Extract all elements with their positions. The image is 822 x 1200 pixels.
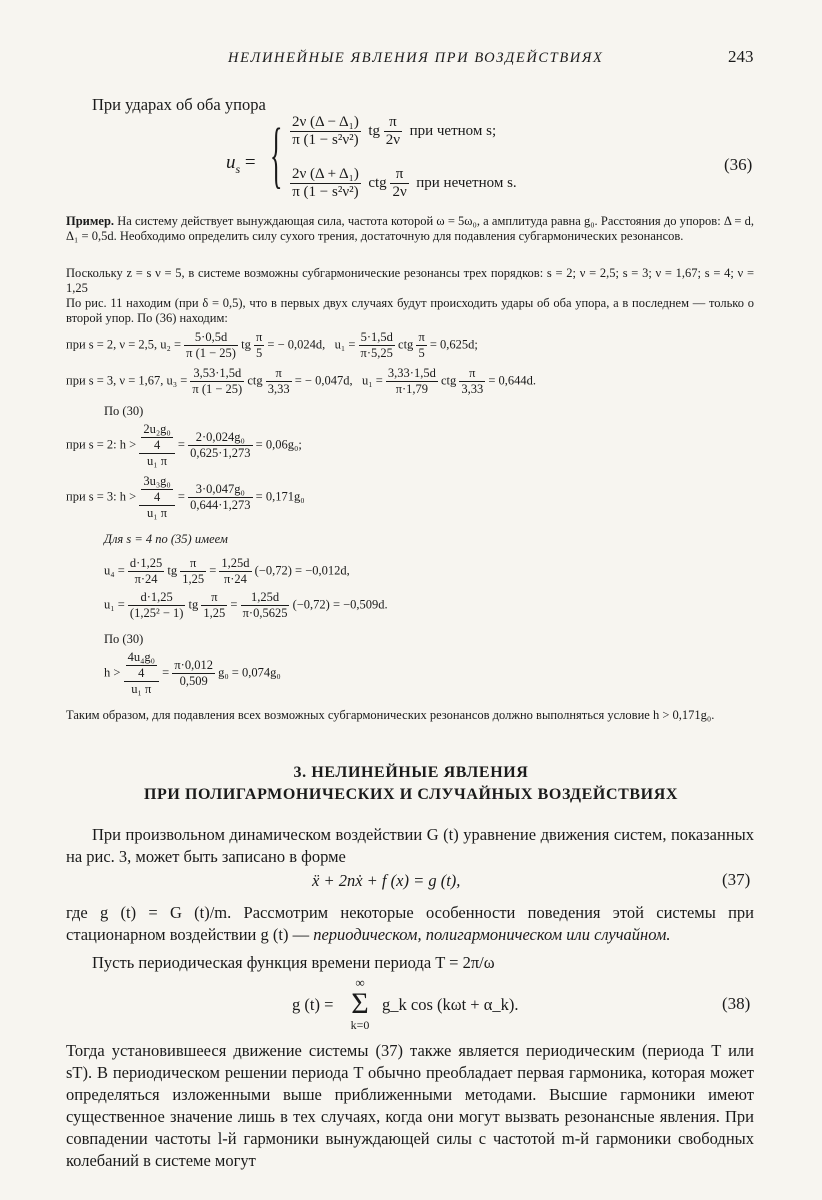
example-p1: Пример. На систему действует вынуждающая сила, частота которой ω = 5ω₀, а амплитуда равна g₀. Расстояния до упоров: Δ = d, Δ₁ = 0,5d. Необходимо определить силу сухого трения, достаточную для подавления субгармонических резонансов.	[66, 214, 754, 243]
eq36-number: (36)	[724, 155, 753, 174]
section-heading-1: 3. НЕЛИНЕЙНЫЕ ЯВЛЕНИЯ	[293, 764, 529, 781]
example-p2: Поскольку z = s ν = 5, в системе возможны субгармонические резонансы трех порядков: s = 2; ν = 2,5; s = 3; ν = 1,67; s = 4; ν = 1,25	[66, 266, 754, 295]
conclusion: Таким образом, для подавления всех возможных субгармонических резонансов должно выполняться условие h > 0,171g₀.	[66, 708, 715, 722]
body-p3: Пусть периодическая функция времени периода T = 2π/ω	[92, 953, 495, 972]
body-p1: При произвольном динамическом воздействии G (t) уравнение движения систем, показанных на рис. 3, может быть записано в форме	[66, 825, 754, 866]
body-p2: где g (t) = G (t)/m. Рассмотрим некоторые особенности поведения этой системы при стационарном воздействии g (t) — периодическом, полигармоническом или случайном.	[66, 903, 754, 944]
running-header: НЕЛИНЕЙНЫЕ ЯВЛЕНИЯ ПРИ ВОЗДЕЙСТВИЯХ	[228, 50, 604, 66]
eq38-sum: ∞ Σ k=0	[350, 975, 370, 1032]
u4-line: u₄ = $\frac{d\cdot 1,25}{\pi\cdot 24}$ tg $\frac{\pi}{1,25}$ = $\frac{1,25d}{\pi\cdot 24}$ (−0,72) = −0,012d,	[104, 556, 350, 586]
h-s4: h > $\frac{\frac{\text{4u₄g₀}}{4}}{\text{u₁ π}}$ = $\frac{\pi\cdot 0,012}{0,509}$ g₀ = 0,074g₀	[104, 650, 281, 696]
eq38-number: (38)	[722, 994, 751, 1013]
row-s2: при s = 2, ν = 2,5, u₂ = $\frac{5\cdot 0,5d}{\pi (1 - 25)}$ tg $\frac{\pi}{5}$ = − 0,024d, u₁ = $\frac{5\cdot 1,5d}{\pi\cdot 5,25}$ ctg $\frac{\pi}{5}$ = 0,625d;	[66, 330, 478, 360]
eq38-lhs: g (t) =	[292, 995, 334, 1014]
eq36-row2: $\frac{\text{2ν (Δ + Δ₁)}}{\text{π (1 − s²ν²)}}$ ctg $\frac{\pi}{2\nu}$ при нечетном s.	[292, 166, 517, 200]
eq37-number: (37)	[722, 870, 751, 889]
eq36-lhs: $u_s$ =	[226, 152, 256, 176]
body-p4: Тогда установившееся движение системы (37) также является периодическим (периода T или sT). В периодическом решении периода T обычно преобладает первая гармоника, которая может определяться изложенными выше приближенными методами. Высшие гармоники имеют существенное значение лишь в тех случаях, когда они могут вызвать резонансные явления. При совпадении частоты l-й гармоники вынуждающей силы с частотой m-й гармоники свободных колебаний в системе могут	[66, 1041, 754, 1170]
eq36-brace: {	[270, 114, 283, 196]
intro-line: При ударах об оба упора	[92, 95, 266, 114]
s4-intro: Для s = 4 по (35) имеем	[104, 532, 228, 546]
u1-line: u₁ = $\frac{d\cdot 1,25}{\text{(1,25² − 1)}}$ tg $\frac{\pi}{1,25}$ = $\frac{1,25d}{\pi\cdot 0,5625}$ (−0,72) = −0,509d.	[104, 590, 388, 620]
eq38-rhs: g_k cos (kωt + α_k).	[382, 995, 519, 1014]
h-s2: при s = 2: h > $\frac{\frac{\text{2u₂g₀}}{4}}{\text{u₁ π}}$ = $\frac{\text{2·0,024g₀}}{0,625\cdot 1,273}$ = 0,06g₀;	[66, 422, 302, 468]
example-p3: По рис. 11 находим (при δ = 0,5), что в первых двух случаях будут происходить удары об оба упора, а в последнем — только о второй упор. По (36) находим:	[66, 296, 754, 325]
po30-a: По (30)	[104, 404, 144, 418]
row-s3: при s = 3, ν = 1,67, u₃ = $\frac{3,53\cdot 1,5d}{\pi (1 - 25)}$ ctg $\frac{\pi}{3,33}$ = − 0,047d, u₁ = $\frac{3,33\cdot 1,5d}{\pi\cdot 1,79}$ ctg $\frac{\pi}{3,33}$ = 0,644d.	[66, 366, 537, 396]
eq36-row1: $\frac{\text{2ν (Δ − Δ₁)}}{\text{π (1 − s²ν²)}}$ tg $\frac{\pi}{2\nu}$ при четном s;	[292, 114, 497, 148]
h-s3: при s = 3: h > $\frac{\frac{\text{3u₃g₀}}{4}}{\text{u₁ π}}$ = $\frac{\text{3·0,047g₀}}{0,644\cdot 1,273}$ = 0,171g₀	[66, 474, 305, 520]
po30-b: По (30)	[104, 632, 144, 646]
page-number: 243	[728, 47, 754, 66]
eq37: ẍ + 2nẋ + f (x) = g (t),	[312, 871, 461, 890]
section-heading-2: ПРИ ПОЛИГАРМОНИЧЕСКИХ И СЛУЧАЙНЫХ ВОЗДЕЙСТВИЯХ	[143, 786, 679, 803]
